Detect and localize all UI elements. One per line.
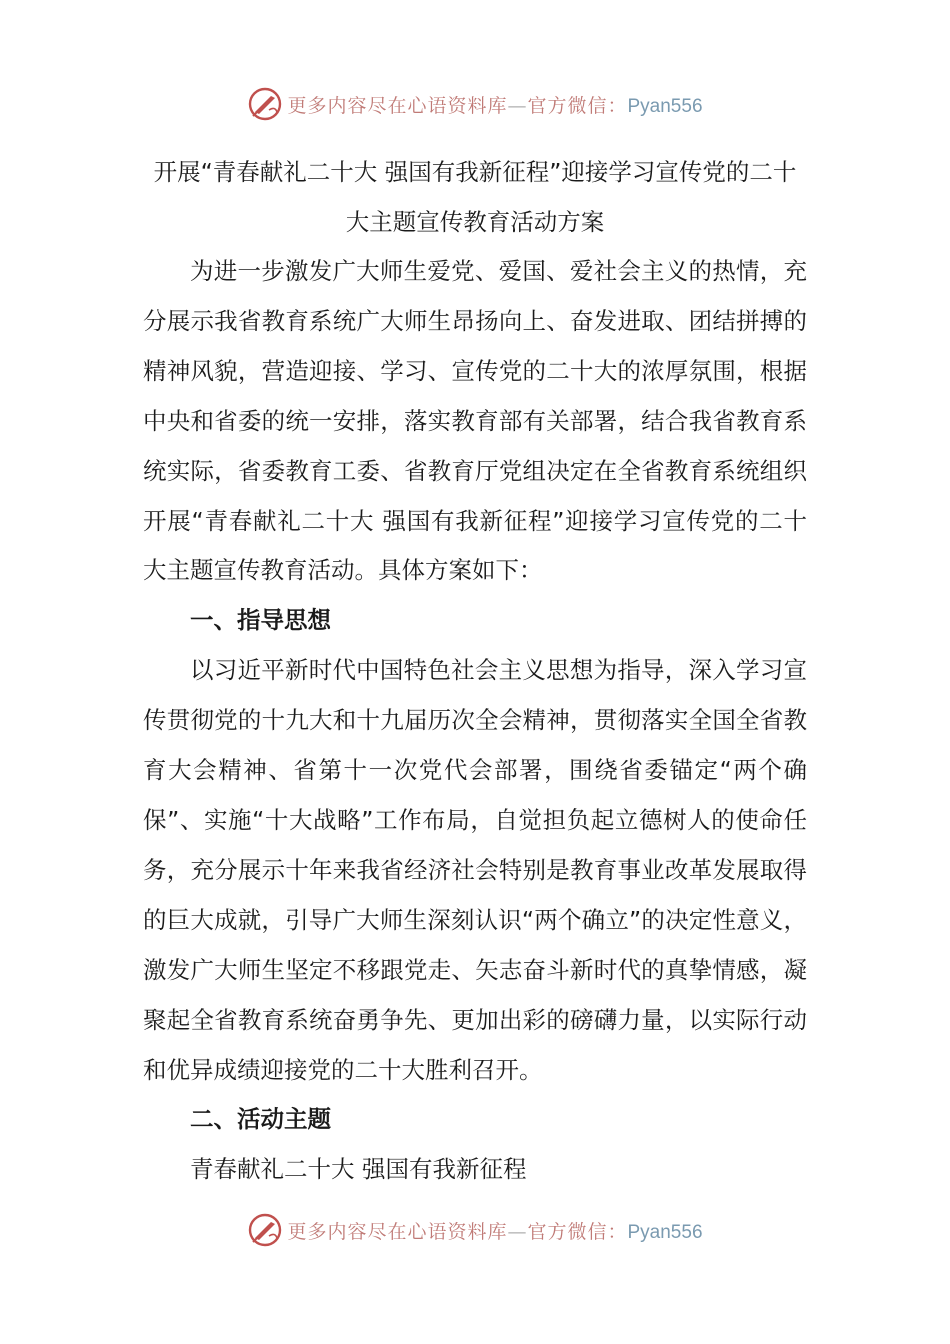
intro-paragraph: 为进一步激发广大师生爱党、爱国、爱社会主义的热情，充分展示我省教育系统广大师生昂扬向上、奋发进取、团结拼搏的精神风貌，营造迎接、学习、宣传党的二十大的浓厚氛围，根据中央和省委的统一安排，落实教育部有关部署，结合我省教育系统实际，省委教育工委、省教育厅党组决定在全省教育系统组织开展“青春献礼二十大 强国有我新征程”迎接学习宣传党的二十大主题宣传教育活动。具体方案如下： bbox=[143, 257, 807, 585]
document-title: 开展“青春献礼二十大 强国有我新征程”迎接学习宣传党的二十大主题宣传教育活动方案 bbox=[153, 158, 797, 236]
pen-logo-icon bbox=[247, 86, 283, 122]
watermark-contact-label: 官方微信： bbox=[527, 1220, 628, 1243]
watermark-slogan: 更多内容尽在心语资料库 bbox=[287, 1220, 508, 1243]
watermark-separator: — bbox=[507, 94, 528, 117]
header-watermark-banner bbox=[0, 84, 950, 124]
watermark-contact-label: 官方微信： bbox=[527, 94, 628, 117]
watermark-handle: Pyan556 bbox=[627, 95, 703, 117]
section-heading-activity-theme: 二、活动主题 bbox=[190, 1105, 331, 1134]
pen-logo-icon bbox=[247, 1212, 283, 1248]
watermark-text bbox=[287, 91, 702, 118]
footer-watermark-banner bbox=[0, 1210, 950, 1250]
section-heading-guiding-ideology: 一、指导思想 bbox=[190, 606, 331, 635]
watermark-separator: — bbox=[507, 1220, 528, 1243]
section-body-guiding-ideology: 以习近平新时代中国特色社会主义思想为指导，深入学习宣传贯彻党的十九大和十九届历次全会精神，贯彻落实全国全省教育大会精神、省第十一次党代会部署，围绕省委锚定“两个确保”、实施“十大战略”工作布局，自觉担负起立德树人的使命任务，充分展示十年来我省经济社会特别是教育事业改革发展取得的巨大成就，引导广大师生深刻认识“两个确立”的决定性意义，激发广大师生坚定不移跟党走、矢志奋斗新时代的真挚情感，凝聚起全省教育系统奋勇争先、更加出彩的磅礴力量，以实际行动和优异成绩迎接党的二十大胜利召开。 bbox=[143, 656, 807, 1084]
document-body bbox=[143, 147, 807, 1195]
section-body-activity-theme: 青春献礼二十大 强国有我新征程 bbox=[190, 1155, 527, 1184]
watermark-slogan: 更多内容尽在心语资料库 bbox=[287, 94, 508, 117]
watermark-text bbox=[287, 1217, 702, 1244]
watermark-handle: Pyan556 bbox=[627, 1221, 703, 1243]
